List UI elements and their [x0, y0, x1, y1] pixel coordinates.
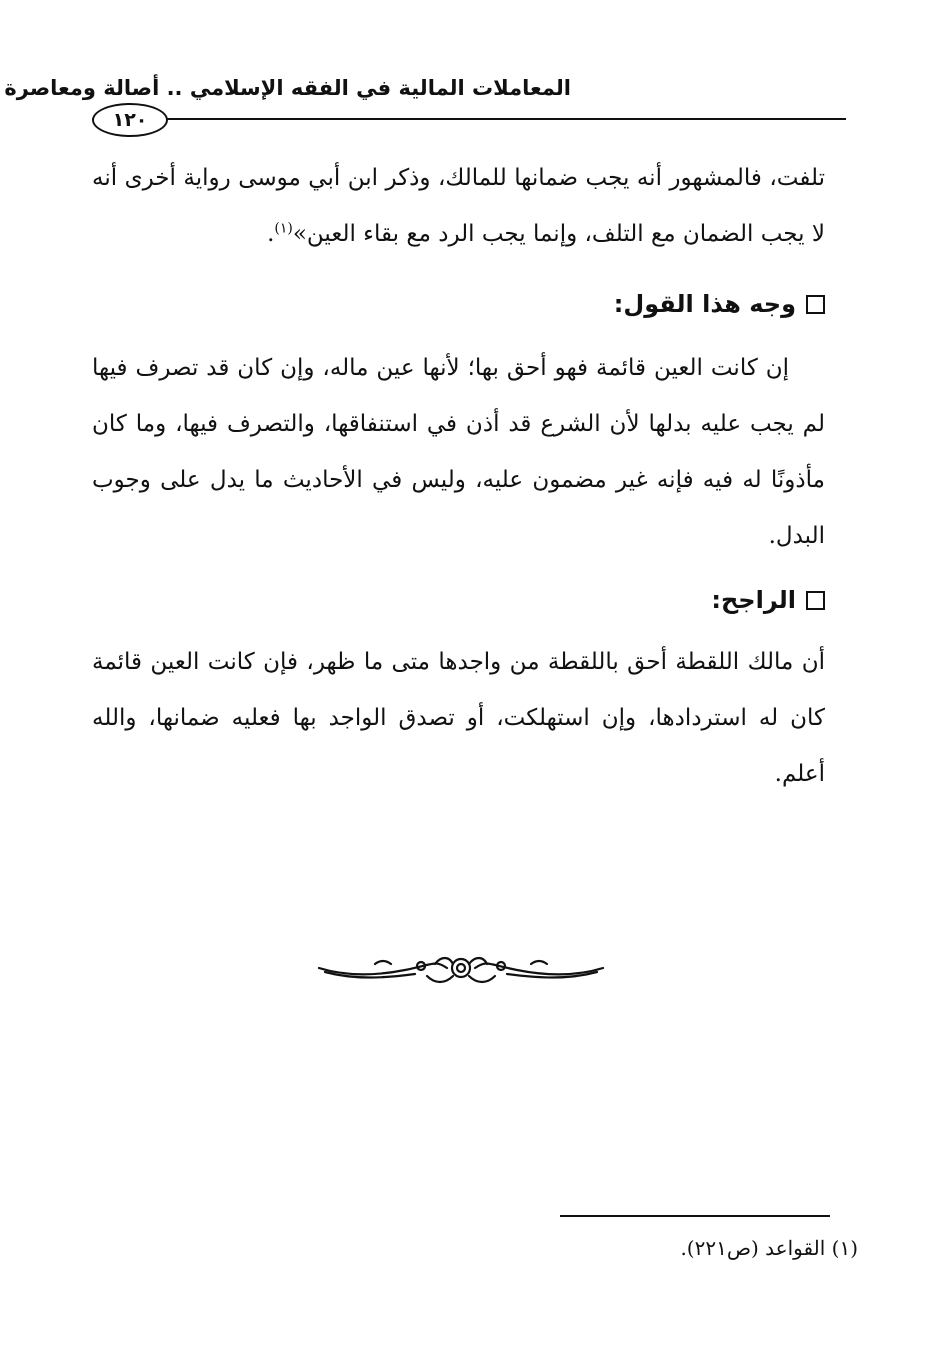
section-heading-1 — [225, 290, 825, 318]
footnote-separator — [560, 1215, 830, 1217]
page-number: ١٢٠ — [92, 103, 168, 137]
footnote-1: (١) القواعد (ص٢٢١). — [680, 1236, 858, 1260]
header-rule — [92, 118, 846, 120]
paragraph-1 — [92, 150, 825, 262]
paragraph-1-text: تلفت، فالمشهور أنه يجب ضمانها للمالك، وذكر ابن أبي موسى رواية أخرى أنه لا يجب الضمان مع التلف، وإنما يجب الرد مع بقاء العين» — [92, 165, 825, 247]
footnote-reference: (١) — [274, 220, 293, 237]
running-header-title: المعاملات المالية في الفقه الإسلامي .. أصالة ومعاصرة — [4, 76, 571, 100]
paragraph-3: أن مالك اللقطة أحق باللقطة من واجدها متى ما ظهر، فإن كانت العين قائمة كان له استردادها، وإن استهلكت، أو تصدق الواجد بها فعليه ضمانها، والله أعلم. — [92, 649, 825, 787]
paragraph-1-end: . — [267, 221, 275, 247]
section-heading-1-text: وجه هذا القول: — [613, 290, 796, 318]
paragraph-2: إن كانت العين قائمة فهو أحق بها؛ لأنها عين ماله، وإن كان قد تصرف فيها لم يجب عليه بدلها لأن الشرع قد أذن في استنفاقها، والتصرف فيها، وما كان مأذونًا له فيه فإنه غير مضمون عليه، وليس في الأحاديث ما يدل على وجوب البدل. — [92, 355, 825, 549]
section-heading-2 — [225, 586, 825, 614]
section-heading-2-text: الراجح: — [711, 586, 796, 614]
decorative-divider-ornament-icon — [315, 950, 607, 990]
square-bullet-icon — [806, 295, 825, 314]
square-bullet-icon — [806, 591, 825, 610]
